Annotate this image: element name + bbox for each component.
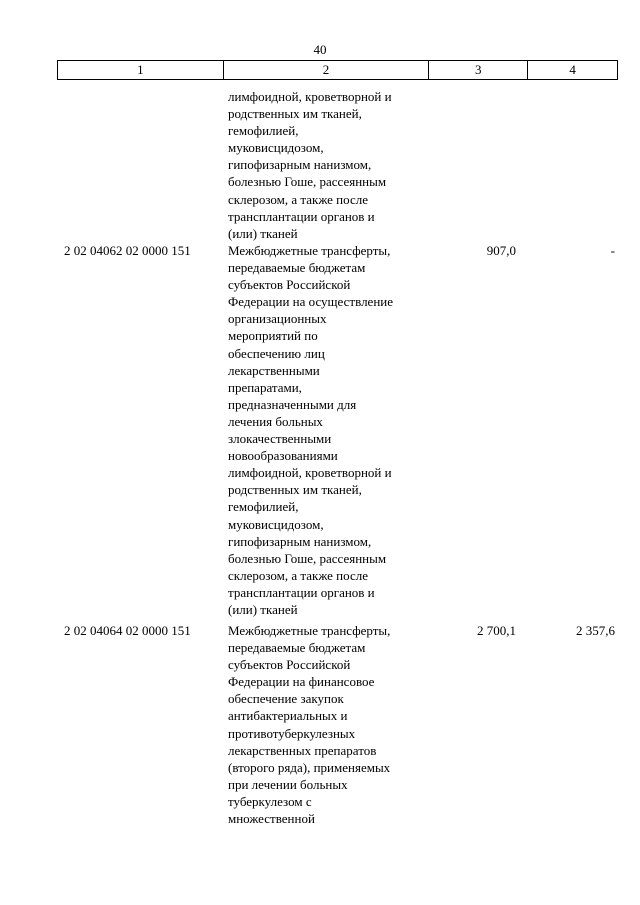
description-line: обеспечение закупок [228, 691, 344, 707]
description-line: (или) тканей [228, 225, 298, 241]
description-line: гипофизарным нанизмом, [228, 157, 372, 173]
description-line: лекарственных препаратов [228, 742, 377, 758]
description-line: гемофилией, [228, 499, 299, 515]
description-line: обеспечению лиц [228, 345, 325, 361]
description-line: муковисцидозом, [228, 140, 324, 156]
row-2-code: 2 02 04064 02 0000 151 [64, 623, 191, 638]
description-line: организационных [228, 311, 327, 327]
description-line: злокачественными [228, 431, 332, 447]
table-header-row [57, 60, 618, 80]
header-col-2: 2 [224, 61, 430, 79]
description-line: трансплантации органов и [228, 208, 375, 224]
description-line: склерозом, а также после [228, 567, 368, 583]
description-line: гемофилией, [228, 123, 299, 139]
description-line: препаратами, [228, 379, 302, 395]
row-1-code: 2 02 04062 02 0000 151 [64, 243, 191, 258]
header-col-4: 4 [528, 61, 618, 79]
description-line: родственных им тканей, [228, 482, 362, 498]
description-line: муковисцидозом, [228, 516, 324, 532]
description-line: мероприятий по [228, 328, 318, 344]
description-line: предназначенными для [228, 396, 357, 412]
description-line: болезнью Гоше, рассеянным [228, 550, 387, 566]
row-2-value-4: 2 357,6 [576, 623, 615, 638]
description-line: родственных им тканей, [228, 106, 362, 122]
row-2-description [228, 622, 428, 827]
description-line: лечения больных [228, 413, 323, 429]
description-line: лимфоидной, кроветворной и [228, 465, 392, 481]
description-line: Межбюджетные трансферты, [228, 623, 391, 638]
description-line: трансплантации органов и [228, 584, 375, 600]
description-line: гипофизарным нанизмом, [228, 533, 372, 549]
row-1-description [228, 242, 428, 618]
description-line: лекарственными [228, 362, 320, 378]
page-number: 40 [313, 42, 327, 57]
description-line: Федерации на осуществление [228, 294, 394, 310]
description-line: при лечении больных [228, 776, 348, 792]
description-line: лимфоидной, кроветворной и [228, 89, 392, 104]
description-line: Федерации на финансовое [228, 674, 375, 690]
description-line: передаваемые бюджетам [228, 640, 366, 656]
row-1-value-4: - [610, 243, 615, 258]
header-col-3: 3 [429, 61, 528, 79]
description-line: противотуберкулезных [228, 725, 356, 741]
description-line: множественной [228, 811, 315, 827]
description-line: туберкулезом с [228, 793, 312, 809]
header-col-1: 1 [58, 61, 224, 79]
description-line: (второго ряда), применяемых [228, 759, 391, 775]
description-line: Межбюджетные трансферты, [228, 243, 391, 258]
row-1-value-3: 907,0 [486, 243, 516, 258]
description-line: (или) тканей [228, 601, 298, 617]
description-line: болезнью Гоше, рассеянным [228, 174, 387, 190]
description-line: новообразованиями [228, 448, 338, 464]
description-line: антибактериальных и [228, 708, 348, 724]
description-line: субъектов Российской [228, 277, 351, 293]
continuation-description [228, 88, 428, 242]
description-line: передаваемые бюджетам [228, 260, 366, 276]
description-line: субъектов Российской [228, 657, 351, 673]
row-2-value-3: 2 700,1 [477, 623, 516, 638]
description-line: склерозом, а также после [228, 191, 368, 207]
